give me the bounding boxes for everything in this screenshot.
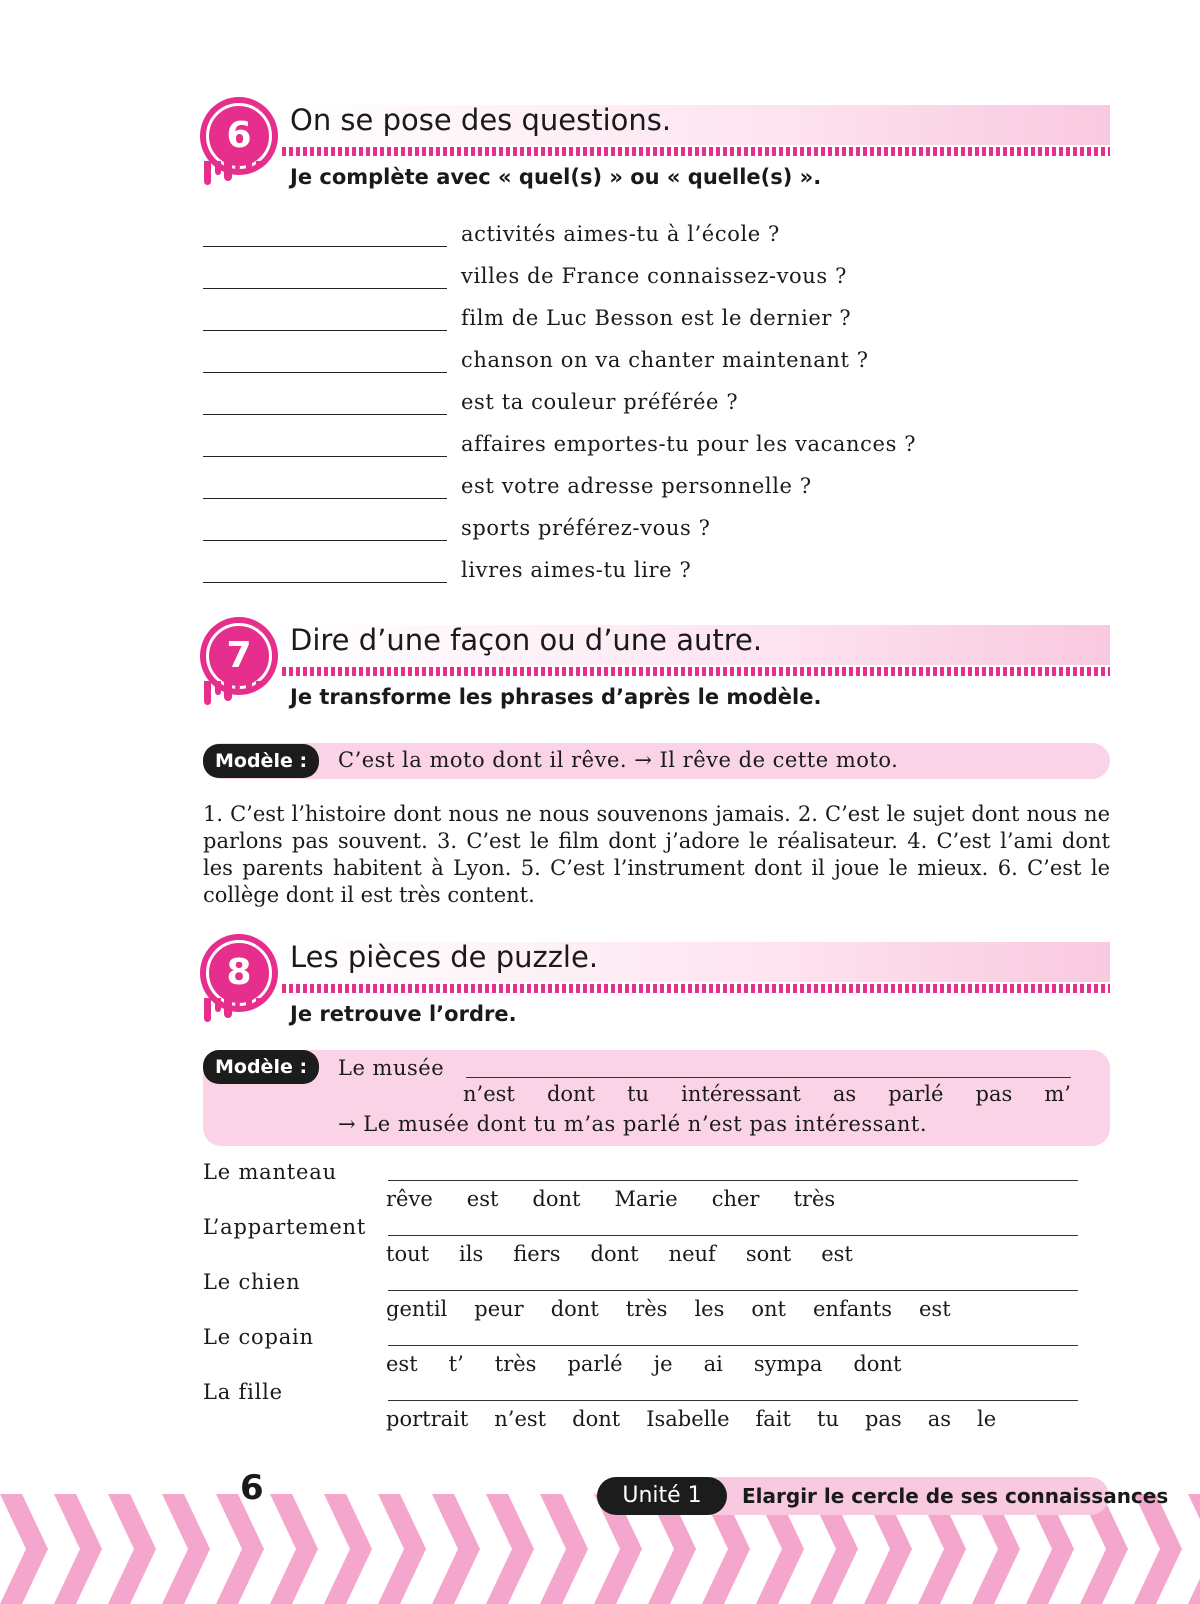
sentence: 1. C’est l’histoire dont nous ne nous souvenons jamais. — [203, 802, 791, 826]
answer-blank[interactable] — [203, 414, 447, 415]
question-row — [203, 432, 1103, 464]
exercise-6-header — [200, 97, 1110, 197]
question-row — [203, 390, 1103, 422]
word-piece: portrait — [386, 1407, 469, 1431]
word-piece: fait — [755, 1407, 791, 1431]
word-piece: gentil — [386, 1297, 448, 1321]
word-piece: très — [625, 1297, 668, 1321]
word-piece: neuf — [668, 1242, 716, 1266]
word-piece: très — [494, 1352, 537, 1376]
exercise-title: On se pose des questions. — [290, 103, 672, 137]
question-row — [203, 222, 1103, 254]
word-piece: dont — [550, 1297, 599, 1321]
model-answer: → Le musée dont tu m’as parlé n’est pas intéressant. — [338, 1112, 928, 1136]
exercise-number-badge: 7 — [200, 617, 278, 695]
model-answer-line — [466, 1077, 1071, 1078]
word-piece: pas — [975, 1082, 1013, 1106]
exercise-title: Dire d’une façon ou d’une autre. — [290, 623, 763, 657]
word-piece: as — [927, 1407, 951, 1431]
puzzle-words — [386, 1352, 901, 1376]
model-text: C’est la moto dont il rêve. → Il rêve de cette moto. — [338, 748, 899, 772]
word-piece: tu — [627, 1082, 650, 1106]
answer-blank[interactable] — [203, 288, 447, 289]
word-piece: est — [466, 1187, 499, 1211]
question-row — [203, 558, 1103, 590]
word-piece: ont — [751, 1297, 786, 1321]
word-piece: est — [919, 1297, 951, 1321]
word-piece: très — [793, 1187, 836, 1211]
model-word-pieces — [463, 1082, 1071, 1106]
question-row — [203, 264, 1103, 296]
puzzle-start: La fille — [203, 1380, 283, 1404]
answer-line[interactable] — [388, 1290, 1078, 1291]
question-text: chanson on va chanter maintenant ? — [461, 348, 869, 372]
word-piece: ai — [703, 1352, 723, 1376]
answer-line[interactable] — [388, 1235, 1078, 1236]
word-piece: dont — [532, 1187, 581, 1211]
question-text: affaires emportes-tu pour les vacances ? — [461, 432, 917, 456]
word-piece: parlé — [888, 1082, 944, 1106]
word-piece: Isabelle — [646, 1407, 730, 1431]
sentence: 2. C’est le sujet dont nous ne parlons pas souvent. — [203, 802, 1110, 853]
exercise-instruction: Je complète avec « quel(s) » ou « quelle(s) ». — [290, 165, 822, 189]
puzzle-start: Le chien — [203, 1270, 301, 1294]
word-piece: t’ — [448, 1352, 464, 1376]
word-piece: as — [832, 1082, 857, 1106]
question-text: sports préférez-vous ? — [461, 516, 711, 540]
word-piece: m’ — [1044, 1082, 1071, 1106]
word-piece: dont — [546, 1082, 595, 1106]
sentences-paragraph — [203, 801, 1110, 909]
question-row — [203, 348, 1103, 380]
word-piece: peur — [474, 1297, 524, 1321]
exercise-instruction: Je transforme les phrases d’après le modèle. — [290, 685, 822, 709]
word-piece: les — [694, 1297, 725, 1321]
answer-line[interactable] — [388, 1180, 1078, 1181]
sentence: 3. C’est le film dont j’adore le réalisateur. — [437, 829, 898, 853]
exercise-title: Les pièces de puzzle. — [290, 940, 599, 974]
word-piece: dont — [572, 1407, 621, 1431]
answer-blank[interactable] — [203, 330, 447, 331]
word-piece: Marie — [614, 1187, 678, 1211]
question-text: est votre adresse personnelle ? — [461, 474, 812, 498]
question-text: film de Luc Besson est le dernier ? — [461, 306, 852, 330]
puzzle-words — [386, 1242, 853, 1266]
answer-blank[interactable] — [203, 456, 447, 457]
answer-line[interactable] — [388, 1345, 1078, 1346]
exercise-instruction: Je retrouve l’ordre. — [290, 1002, 517, 1026]
word-piece: rêve — [386, 1187, 433, 1211]
word-piece: sont — [745, 1242, 792, 1266]
question-text: est ta couleur préférée ? — [461, 390, 739, 414]
word-piece: le — [976, 1407, 997, 1431]
question-text: activités aimes-tu à l’école ? — [461, 222, 780, 246]
drip-decoration — [202, 161, 276, 189]
page-number: 6 — [240, 1468, 264, 1508]
sentence: 5. C’est l’instrument dont il joue le mieux. — [520, 856, 989, 880]
word-piece: tout — [386, 1242, 430, 1266]
word-piece: je — [653, 1352, 673, 1376]
sentence: 6. C’est le collège dont il est très content. — [203, 856, 1111, 907]
answer-blank[interactable] — [203, 372, 447, 373]
sentence: 4. C’est l’ami dont les parents habitent à Lyon. — [203, 829, 1110, 880]
question-row — [203, 516, 1103, 548]
model-start: Le musée — [338, 1056, 445, 1080]
unit-title: Elargir le cercle de ses connaissances — [742, 1484, 1169, 1508]
word-piece: est — [386, 1352, 418, 1376]
question-text: villes de France connaissez-vous ? — [461, 264, 847, 288]
answer-blank[interactable] — [203, 498, 447, 499]
exercise-8-header — [200, 934, 1110, 1034]
exercise-number-badge: 8 — [200, 934, 278, 1012]
puzzle-start: Le manteau — [203, 1160, 337, 1184]
word-piece: dont — [853, 1352, 902, 1376]
puzzle-start: Le copain — [203, 1325, 314, 1349]
word-piece: n’est — [463, 1082, 515, 1106]
question-row — [203, 474, 1103, 506]
puzzle-start: L’appartement — [203, 1215, 367, 1239]
model-label: Modèle : — [203, 744, 319, 778]
puzzle-words — [386, 1187, 835, 1211]
unit-label: Unité 1 — [597, 1477, 727, 1515]
answer-blank[interactable] — [203, 582, 447, 583]
puzzle-words — [386, 1407, 996, 1431]
model-label: Modèle : — [203, 1050, 319, 1084]
word-piece: fiers — [513, 1242, 561, 1266]
word-piece: cher — [711, 1187, 760, 1211]
drip-decoration — [202, 681, 276, 709]
exercise-number-badge: 6 — [200, 97, 278, 175]
word-piece: parlé — [567, 1352, 623, 1376]
puzzle-words — [386, 1297, 951, 1321]
word-piece: enfants — [813, 1297, 892, 1321]
answer-blank[interactable] — [203, 540, 447, 541]
answer-blank[interactable] — [203, 246, 447, 247]
exercise-7-header — [200, 617, 1110, 717]
answer-line[interactable] — [388, 1400, 1078, 1401]
word-piece: sympa — [753, 1352, 823, 1376]
word-piece: n’est — [494, 1407, 547, 1431]
model-box — [203, 743, 1110, 779]
word-piece: dont — [590, 1242, 639, 1266]
word-piece: tu — [816, 1407, 839, 1431]
dotted-divider — [282, 984, 1110, 993]
drip-decoration — [202, 998, 276, 1026]
dotted-divider — [282, 667, 1110, 676]
word-piece: est — [821, 1242, 853, 1266]
word-piece: ils — [459, 1242, 484, 1266]
word-piece: pas — [864, 1407, 902, 1431]
question-row — [203, 306, 1103, 338]
dotted-divider — [282, 147, 1110, 156]
question-text: livres aimes-tu lire ? — [461, 558, 692, 582]
word-piece: intéressant — [681, 1082, 801, 1106]
